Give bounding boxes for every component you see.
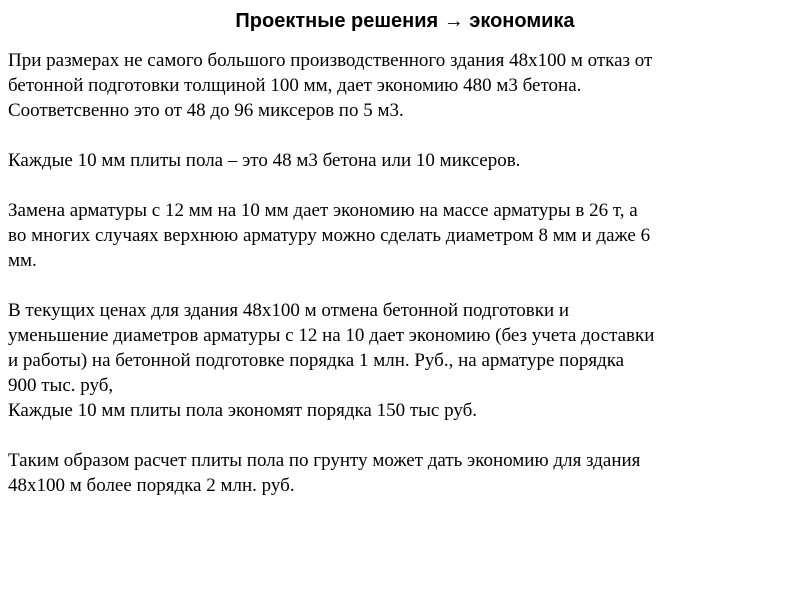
slide-title: Проектные решения → экономика [235,10,575,32]
text-line: и работы) на бетонной подготовке порядка 1 млн. Руб., на арматуре порядка [8,350,625,371]
text-line: Каждые 10 мм плиты пола экономят порядка 150 тыс руб. [8,400,478,421]
text-line: 900 тыс. руб, [8,375,114,396]
paragraph-slab-thickness [8,148,778,173]
text-line: во многих случаях верхнюю арматуру можно сделать диаметром 8 мм и даже 6 [8,225,651,246]
paragraph-rebar-replacement [8,198,778,273]
text-line: Каждые 10 мм плиты пола – это 48 м3 бетона или 10 миксеров. [8,150,521,171]
paragraph-current-prices [8,298,778,423]
text-line: Соответсвенно это от 48 до 96 миксеров по 5 м3. [8,100,404,121]
paragraph-foundation-savings [8,48,778,123]
text-line: уменьшение диаметров арматуры с 12 на 10 дает экономию (без учета доставки [8,325,655,346]
text-line: Замена арматуры с 12 мм на 10 мм дает экономию на массе арматуры в 26 т, а [8,200,638,221]
text-line: мм. [8,250,37,271]
slide-body [8,48,778,523]
paragraph-conclusion [8,448,778,498]
text-line: 48х100 м более порядка 2 млн. руб. [8,475,295,496]
text-line: Таким образом расчет плиты пола по грунту может дать экономию для здания [8,450,641,471]
text-line: бетонной подготовки толщиной 100 мм, дает экономию 480 м3 бетона. [8,75,582,96]
text-line: При размерах не самого большого производственного здания 48х100 м отказ от [8,50,653,71]
text-line: В текущих ценах для здания 48х100 м отмена бетонной подготовки и [8,300,570,321]
